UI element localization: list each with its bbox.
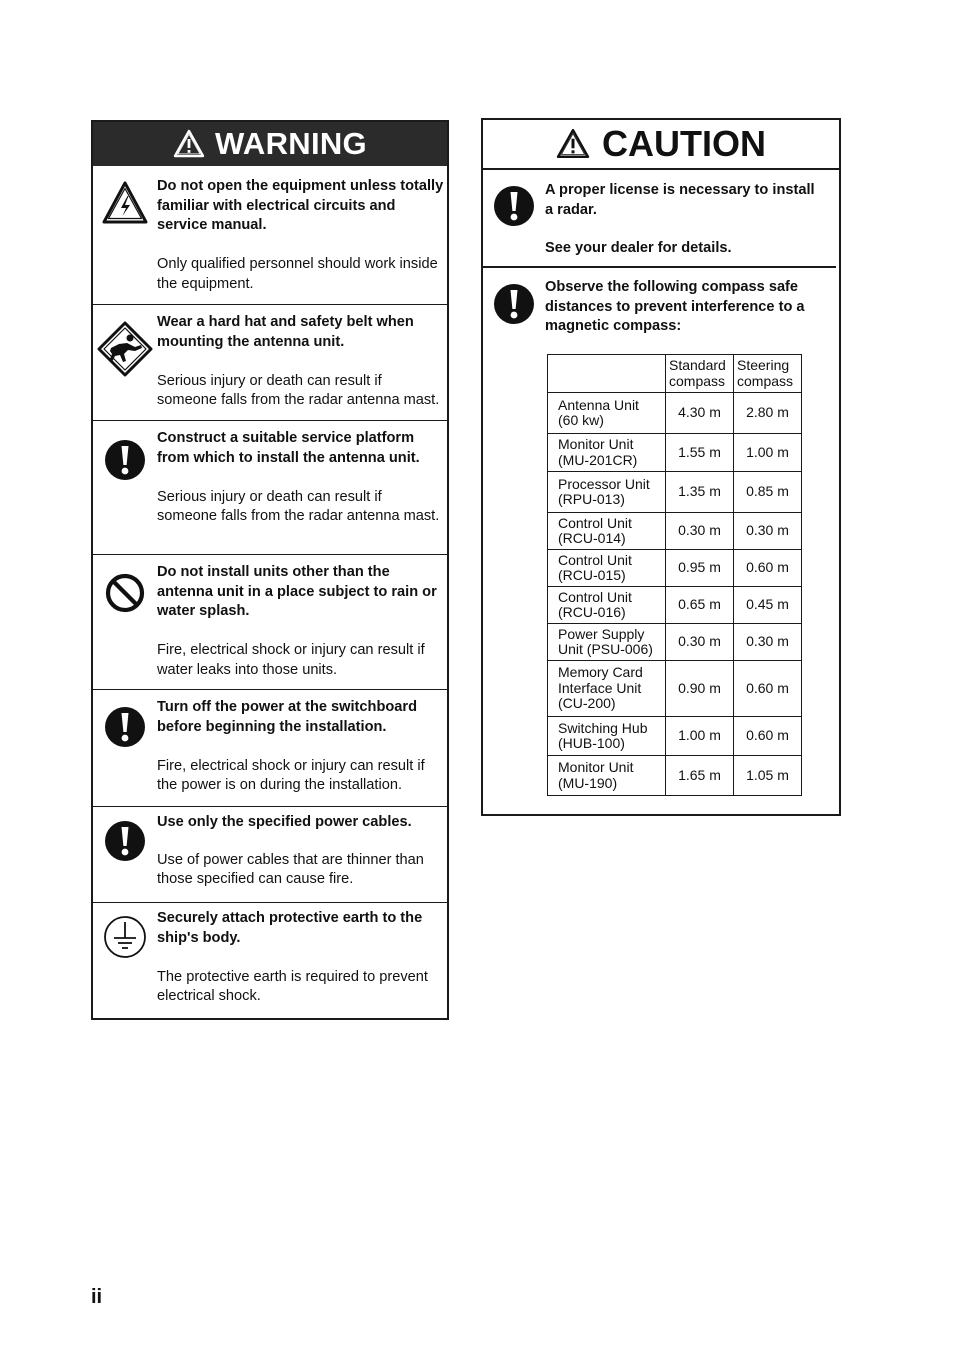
table-cell-standard: 1.65 m [666, 756, 734, 796]
table-row [548, 587, 802, 624]
compass-distance-table [547, 354, 802, 796]
warning-text: Fire, electrical shock or injury can result if the power is on during the installation. [157, 757, 425, 793]
table-row [548, 393, 802, 434]
table-cell-standard: 0.95 m [666, 550, 734, 587]
warning-item [93, 420, 447, 554]
warning-text: The protective earth is required to prevent electrical shock. [157, 968, 428, 1004]
table-cell-standard: 4.30 m [666, 393, 734, 434]
warning-item [93, 166, 447, 304]
table-cell-unit: Control Unit (RCU-015) [548, 550, 666, 587]
warning-item [93, 902, 447, 1020]
exclamation-icon [99, 701, 151, 753]
warning-panel [91, 120, 449, 1020]
table-cell-steering: 2.80 m [734, 393, 802, 434]
protective-earth-icon [99, 911, 151, 963]
warning-text: Use of power cables that are thinner than those specified can cause fire. [157, 851, 424, 887]
table-cell-unit: Power Supply Unit (PSU-006) [548, 624, 666, 661]
caution-heading: Observe the following compass safe distances to prevent interference to a magnetic compass: [545, 279, 805, 334]
table-cell-steering: 0.60 m [734, 550, 802, 587]
table-cell-steering: 0.30 m [734, 513, 802, 550]
table-header-row [548, 355, 802, 393]
warning-title: WARNING [215, 126, 367, 161]
table-row [548, 513, 802, 550]
table-row [548, 624, 802, 661]
warning-item [93, 554, 447, 689]
table-cell-unit: Processor Unit (RPU-013) [548, 472, 666, 513]
page-number: ii [91, 1286, 103, 1308]
table-cell-unit: Switching Hub (HUB-100) [548, 717, 666, 756]
caution-panel [481, 118, 841, 816]
table-row [548, 717, 802, 756]
table-row [548, 550, 802, 587]
exclamation-icon [99, 815, 151, 867]
table-cell-standard: 0.65 m [666, 587, 734, 624]
exclamation-icon [488, 278, 540, 330]
table-row [548, 434, 802, 472]
table-cell-steering: 0.30 m [734, 624, 802, 661]
warning-heading: Securely attach protective earth to the ship's body. [157, 910, 423, 946]
warning-item [93, 304, 447, 420]
table-cell-unit: Monitor Unit (MU-201CR) [548, 434, 666, 472]
table-cell-steering: 0.45 m [734, 587, 802, 624]
table-cell-steering: 0.60 m [734, 717, 802, 756]
warning-triangle-icon [173, 128, 205, 160]
table-cell-steering: 1.00 m [734, 434, 802, 472]
table-cell-standard: 0.30 m [666, 513, 734, 550]
caution-heading: A proper license is necessary to install a radar. [545, 182, 815, 218]
table-cell-steering: 0.60 m [734, 661, 802, 717]
warning-text: Serious injury or death can result if someone falls from the radar antenna mast. [157, 488, 440, 524]
table-cell-standard: 1.55 m [666, 434, 734, 472]
exclamation-icon [99, 434, 151, 486]
warning-header [93, 122, 447, 166]
table-cell-standard: 1.00 m [666, 717, 734, 756]
table-cell-unit: Monitor Unit (MU-190) [548, 756, 666, 796]
table-cell-steering: 0.85 m [734, 472, 802, 513]
warning-text: Only qualified personnel should work inside the equipment. [157, 256, 438, 292]
caution-triangle-icon [556, 127, 590, 161]
table-header-cell: Standard compass [666, 355, 734, 393]
caution-heading-2: See your dealer for details. [545, 240, 732, 256]
caution-header [483, 120, 839, 170]
table-cell-standard: 0.90 m [666, 661, 734, 717]
warning-heading: Turn off the power at the switchboard before beginning the installation. [157, 699, 417, 735]
electric-hazard-icon [99, 178, 151, 230]
table-header-cell: Steering compass [734, 355, 802, 393]
warning-heading: Do not install units other than the antenna unit in a place subject to rain or water splash. [157, 564, 437, 619]
table-cell-standard: 1.35 m [666, 472, 734, 513]
warning-heading: Use only the specified power cables. [157, 814, 412, 830]
caution-item [483, 170, 836, 268]
table-cell-unit: Control Unit (RCU-014) [548, 513, 666, 550]
table-row [548, 661, 802, 717]
prohibition-icon [99, 567, 151, 619]
warning-item [93, 806, 447, 902]
exclamation-icon [488, 180, 540, 232]
table-row [548, 756, 802, 796]
warning-heading: Construct a suitable service platform from which to install the antenna unit. [157, 430, 420, 466]
table-cell-standard: 0.30 m [666, 624, 734, 661]
table-cell-unit: Memory Card Interface Unit (CU-200) [548, 661, 666, 717]
warning-text: Fire, electrical shock or injury can result if water leaks into those units. [157, 642, 425, 678]
table-cell-unit: Antenna Unit (60 kw) [548, 393, 666, 434]
warning-heading: Do not open the equipment unless totally familiar with electrical circuits and service manual. [157, 178, 444, 233]
warning-heading: Wear a hard hat and safety belt when mounting the antenna unit. [157, 314, 414, 350]
caution-item [483, 268, 839, 808]
caution-title: CAUTION [602, 123, 766, 164]
table-cell-unit: Control Unit (RCU-016) [548, 587, 666, 624]
table-row [548, 472, 802, 513]
warning-item [93, 689, 447, 806]
warning-text: Serious injury or death can result if someone falls from the radar antenna mast. [157, 372, 440, 408]
table-header-cell [548, 355, 666, 393]
falling-hazard-icon [97, 321, 153, 377]
table-cell-steering: 1.05 m [734, 756, 802, 796]
